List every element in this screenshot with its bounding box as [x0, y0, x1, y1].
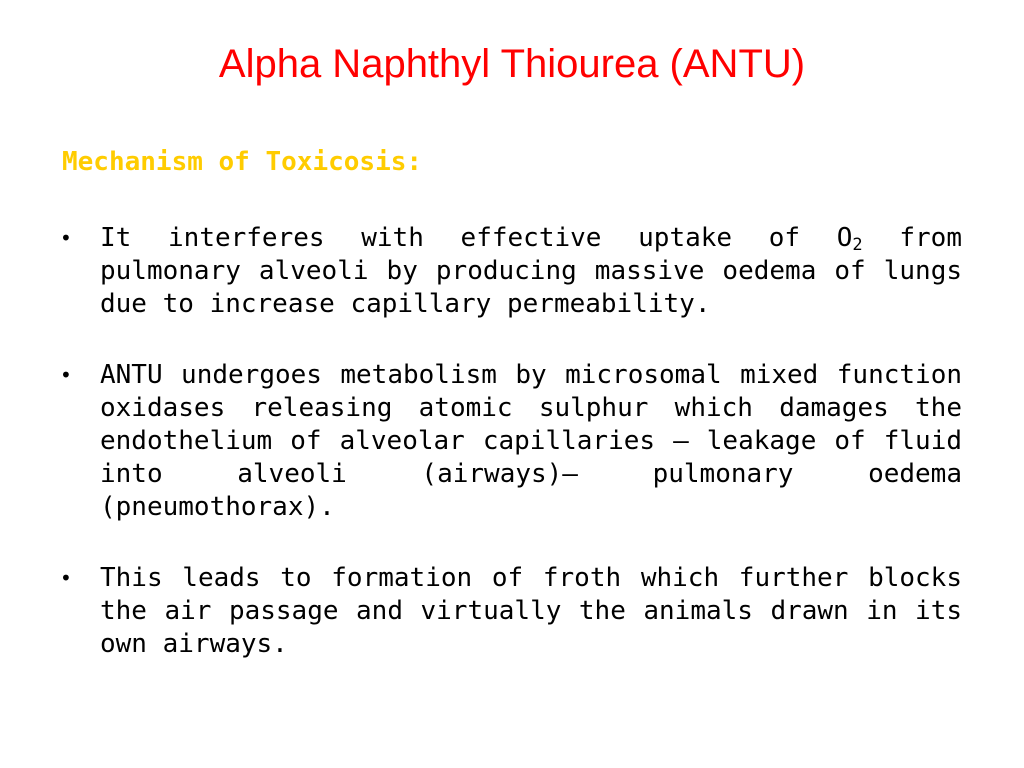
slide-title: Alpha Naphthyl Thiourea (ANTU): [218, 42, 806, 86]
bullet-item-oxygen-uptake: [56, 222, 962, 321]
bullet-item-metabolism: [56, 359, 962, 524]
bullet-marker: •: [60, 226, 72, 250]
bullet-item-froth: [56, 562, 962, 661]
bullet-marker: •: [60, 363, 72, 387]
bullet-text-part: from pulmonary alveoli by producing massive oedema of lungs due to increase capillary permeability.: [100, 223, 962, 319]
section-heading: Mechanism of Toxicosis:: [62, 147, 423, 177]
bullet-text: This leads to formation of froth which further blocks the air passage and virtually the animals drawn in its own airways.: [100, 563, 962, 659]
oxygen-subscript: 2: [852, 235, 863, 255]
bullet-marker: •: [60, 566, 72, 590]
bullet-text: ANTU undergoes metabolism by microsomal mixed function oxidases releasing atomic sulphur which damages the endothelium of alveolar capillaries – leakage of fluid into alveoli (airways)– pulmonary oedema (pneumothorax).: [100, 360, 962, 522]
bullet-text-part: It interferes with effective uptake of O: [100, 223, 853, 253]
bullet-list: [56, 222, 962, 699]
